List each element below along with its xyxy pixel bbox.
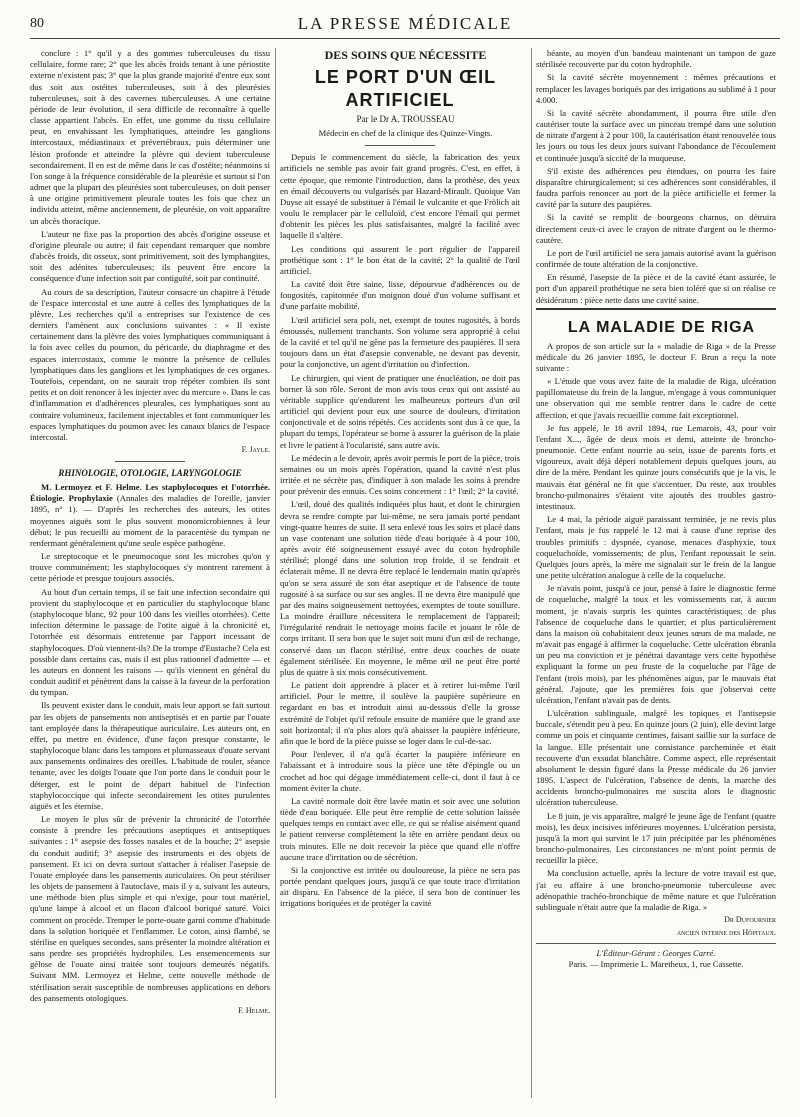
author-role: ancien interne des Hôpitaux. [676,927,776,937]
paragraph: S'il existe des adhérences peu étendues, on pourra les faire disparaître chirurgicalement; si ces adhérences sont considérables, il faudra parfois renoncer au port de la pièce artificielle et fermer la cavité par la suture des paupières. [536,165,776,210]
divider [115,461,185,462]
paragraph: Le streptocoque et le pneumocoque sont les microbes qu'on y trouve communément; les staphylocoques s'y montrent rarement à cette période et presque toujours associés. [30,551,270,584]
paragraph: La cavité doit être saine, lisse, dépourvue d'adhérences ou de fongosités, capitonnée d'un moignon doué d'un volume suffisant et d'une parfaite mobilité. [280,279,520,312]
paragraph: La cavité normale doit être lavée matin et soir avec une solution tiède d'eau boriquée. Elle peut être remplie de cette solution laissée quelques temps en contact avec elle, ce qui se réalise aisément quand le patient renverse complètement la tête en arrière pendant deux ou trois minutes. Elle ne doit recevoir la pièce que quand elle n'offre aucune trace d'irritation ou de sécrétion. [280,795,520,862]
article-source: (Annales des maladies de l'oreille, janvier 1895, n° 1). — D'après les recherches des auteurs, les otites moyennes aiguës sont le plus souvent monomicrobiennes à leur début; le pus recueilli au moment de la paracentèse du tympan ne renfermant généralement qu'une seule espèce pathogène. [30,493,270,548]
newspaper-page [30,0,780,1117]
author-signature: Dr Dufournier [724,915,776,925]
paragraph: conclure : 1° qu'il y a des gommes tuberculeuses du tissu cellulaire, forme rare; 2° que les abcès froids tenant à une périostite externe n'existent pas; 3° que la plus grande majorité d'entre eux sont dus soit aux ostéites tuberculeuses, soit à des pleurésies tuberculeuses, soit à des cavernes tuberculeuses. A une certaine période de leur évolution, il sera difficile de reconnaître à quelle classe appartient l'abcès. En effet, une gomme du tissu cellulaire peut, en envahissant les lymphatiques, atteindre les ganglions intercostaux, médiastinaux et prévertébraux, puis déterminer une lésion profonde et atteindre la plèvre qui devient tuberculeuse secondairement. Il en est de même dans le cas d'ostéite; néanmoins si l'on songe à la fréquence considérable de la pleurésie et surtout si l'on admet que la plupart des pleurésies sont tuberculeuses, on doit penser à une origine primitivement pleurale toutes les fois que chez un individu atteint, même anciennement, de pleurésie, on voit apparaître un abcès thoracique. [30,48,270,226]
article-lead: M. Lermoyez et F. Helme. Les staphylocoques et l'otorrhée. Étiologie. Prophylaxie [30,482,270,504]
section-heading: RHINOLOGIE, OTOLOGIE, LARYNGOLOGIE [58,468,242,479]
page-footer [536,943,776,970]
paragraph: L'œil, doué des qualités indiquées plus haut, et dont le chirurgien devra se rendre compte par lui-même, ne sera jamais porté pendant vingt-quatre heures de suite. Il sera enlevé tous les soirs et placé dans un vase contenant une solution tiède d'eau boriquée à 4 pour 100, après avoir été soigneusement essuyé avec du coton hydrophile stérilisé; plongé dans une solution trop froide, il se fendrait et éclaterait même. Il ne devra être replacé le lendemain matin qu'après qu'on se sera assuré de son état aseptique et de l'absence de toute rugosité à sa surface ou sur ses angles. Il ne devra être manipulé que par des mains soigneusement nettoyées, exemptes de toute souillure. La moindre éraillure nécessitera le remplacement de l'appareil; l'irrégularité rendrait le nettoyage moins facile et jouant le rôle de corps irritant. Il sera bon que le sujet soit muni d'un œil de rechange, conservé dans un flacon stérilisé, entre deux couches de ouate également stérilisée. En moyenne, le même œil ne peut être porté plus de quatre à six mois consécutivement. [280,499,520,677]
printer-line: Paris. — Imprimerie L. Maretheux, 1, rue Cassette. [568,959,744,969]
editor-line [536,948,776,959]
author-role: Médecin en chef de la clinique des Quinze-Vingts. [318,128,493,139]
paragraph: Le 4 mai, la période aiguë paraissant terminée, je ne revis plus l'enfant, mais je fus rappelé le 12 mai à cause d'une reprise des troubles primitifs : dyspnée, cyanose, menaces d'asphyxie, toux coqueluchoïde, vomissements; de plus, l'enfant repoussait le sein. Quelques jours après, la mère me signalait sur le frein de la langue une petite ulcération analogue à celle de la coqueluche. [536,514,776,581]
column-middle [280,48,520,912]
paragraph: Les conditions qui assurent le port régulier de l'appareil prothétique sont : 1° le bon état de la cavité; 2° la qualité de l'œil artificiel. [280,243,520,276]
paragraph: Ma conclusion actuelle, après la lecture de votre travail est que, j'ai eu affaire à une broncho-pneumonie tuberculeuse avec adénopathie trachéo-bronchique de même nature et que l'ulcération sublinguale n'était autre que la maladie de Riga. » [536,868,776,912]
column-divider [531,48,532,1098]
article-title: LA MALADIE DE RIGA [536,308,776,339]
paragraph: Le port de l'œil artificiel ne sera jamais autorisé avant la guérison confirmée de toute altération de la conjonctive. [536,247,776,270]
paragraph: Si la cavité se remplit de bourgeons charnus, on détruira directement ceux-ci avec le crayon de nitrate d'argent ou le thermo-cautère. [536,212,776,245]
paragraph: A propos de son article sur la « maladie de Riga » de la Presse médicale du 26 janvier 1895, le docteur F. Brun a reçu la note suivante : [536,340,776,373]
author-signature: F. Jayle. [241,445,270,455]
article-byline: Par le Dr A. TROUSSEAU [356,114,455,125]
paragraph: Si la conjonctive est irritée ou douloureuse, la pièce ne sera pas portée pendant quelques jours, jusqu'à ce que toute trace d'irritation ait disparu. En l'absence de la pièce, il sera bon de continuer les irrigations boriquées et de protéger la cavité [280,864,520,909]
page-header [30,10,780,39]
journal-title: LA PRESSE MÉDICALE [297,14,513,33]
paragraph: Pour l'enlever, il n'a qu'à écarter la paupière inférieure en l'abaissant et à introduire sous la pièce une tête d'épingle ou un crochet ad hoc qui dégage immédiatement celle-ci, dont il faut à ce moment éviter la chute. [280,749,520,793]
paragraph: Si la cavité sécrète moyennement : mêmes précautions et remplacer les lavages boriqués par des irrigations au sublimé à 1 pour 4.000. [536,72,776,105]
paragraph: En résumé, l'asepsie de la pièce et de la cavité étant assurée, le port d'un appareil prothétique ne sera bien toléré que si on réalise ce désidératum : pièce nette dans une cavité saine. [536,272,776,305]
paragraph: Le 8 juin, je vis apparaître, malgré le jeune âge de l'enfant (quatre mois), les deux incisives inférieures moyennes. L'ulcération persista, jusqu'à la mort qui survint le 17 juin précipitée par les phénomènes broncho-pulmonaires. Les circonstances ne m'ont point permis de recueillir la pièce. [536,810,776,866]
paragraph: Je fus appelé, le 18 avril 1894, rue Lemarois, 43, pour voir l'enfant X..., âgée de deux mois et demi, atteinte de broncho-pneumonie. Cette enfant nourrie au sein, issue de parents forts et vigoureux, avait déjà déperi notablement depuis quelques jours, au dire de la mère. Pendant les quinze jours consécutifs que je la vis, le mauvais état général ne fit que s'accentuer. Du reste, aux troubles broncho-pulmonaires s'étaient vite ajoutés des troubles gastro-intestinaux. [536,422,776,511]
paragraph: L'ulcération sublinguale, malgré les topiques et l'antisepsie buccale, s'étendit peu à peu. En quinze jours (2 juin), elle devint large comme un pois et cinquante centimes, faisant saillie sur la surface de la langue. Elle présentait une consistance parcheminée et était recouverte d'un exsudat blanchâtre. Comme aspect, elle représentait absolument le dessin figuré dans la Presse médicale du 26 janvier 1895. L'aspect de l'ulcération, l'absence de dents, la marche des accidents broncho-pulmonaires me suscita alors le diagnostic ulcération tuberculeuse. [536,708,776,808]
author-signature: F. Helme. [238,1006,270,1015]
paragraph: L'auteur ne fixe pas la proportion des abcès d'origine osseuse et d'origine pleurale ou autre; il fait cependant remarquer que nombre d'abcès froids, dit osseux, sont primitivement, soit des lymphangites, soit des adénites tuberculeuses; ils peuvent être encore la conséquence d'une infection soit par contiguïté, soit par continuité. [30,228,270,284]
paragraph: Le chirurgien, qui vient de pratiquer une énucléation, ne doit pas borner là son rôle. Seront de mon avis tous ceux qui ont assisté au véritable supplice qu'endurent les malheureux porteurs d'un œil artificiel qui devient pour eux une source de douleurs, d'irritation conjonctivale et de soins répétés. Ces accidents sont dus à ce que, la plupart du temps, l'opérateur se borne à assurer la guérison de la plaie et livre le patient à l'ocularisté, sans autre avis. [280,372,520,450]
divider [365,145,435,146]
column-divider [275,48,276,1098]
column-right [536,48,776,970]
paragraph: Le médecin a le devoir, après avoir permis le port de la pièce, trois semaines ou un mois après l'opération, quand la cavité n'est plus irritée et ne sécrète pas, d'indiquer à son malade les soins à prendre pour prévenir des ennuis. Ces soins concernent : 1° l'œil; 2° la cavité. [280,452,520,497]
paragraph: « L'étude que vous avez faite de la maladie de Riga, ulcération papillomateuse du frein de la langue, m'engage à vous communiquer une observation qui me semble rentrer dans le cadre de cette affection, et que j'avais recueillie comme fait exceptionnel. [536,376,776,420]
column-left [30,48,270,1018]
paragraph: Au bout d'un certain temps, il se fait une infection secondaire qui provient du staphylocoque et en particulier du staphylocoque blanc (staphylocoque blanc, 92 pour 100 dans les vieilles otorrhées). Cette infection détermine le passage de l'otite aiguë à la chronicité et, l'otorrhée est désormais entretenue par l'apport incessant de staphylocoques. D'où viennent-ils? De la trompe d'Eustache? Cela est possible dans certains cas, mais il est plus rationnel d'admettre — et les auteurs en donnent les raisons — qu'ils viennent en général du conduit auditif et pénètrent dans la caisse à la faveur de la perforation du tympan. [30,586,270,698]
article-abstract [30,482,270,549]
article-title: LE PORT D'UN ŒIL ARTIFICIEL [314,66,497,110]
paragraph: Depuis le commencement du siècle, la fabrication des yeux artificiels ne semble pas avoir fait grand progrès. C'est, en effet, à cette époque, que remonte l'introduction, dans la prothèse, des yeux en émail découverts ou vulgarisés par Hazard-Mirault. Quoique Van Duyse ait essayé de substituer à l'émail le vulcanite et que Frölich ait voulu le remplacer par le celluloïd, c'est encore l'émail qui permet d'obtenir les pièces les plus satisfaisantes, malgré la facilité avec laquelle il s'altère. [280,152,520,241]
paragraph: Au cours de sa description, l'auteur consacre un chapitre à l'étude de l'espace intercostal et une autre à celles des lymphatiques de la plèvre. Les recherches qu'il a entreprises sur l'existence de ces derniers l'amènent aux conclusions suivantes : « Il existe certainement dans la plèvre des voies lymphatiques communiquant à la fois avec celles du poumon, du péricarde, du diaphragme et des espaces intercostaux, comme le montre la présence de cellules lymphatiques dans les ganglions et les lymphatiques de ces organes. Toutefois, cependant, on ne saurait trop répéter combien ils sont petits et on doit renoncer à les injecter avec du mercure ». Dans le cas d'inflammation et d'adhérences pleurales, ces lymphatiques sont au contraire volumineux, facilement injectables et font communiquer les espaces lymphatiques du poumon avec les canaux blancs de l'espace intercostal. [30,286,270,442]
paragraph: Le patient doit apprendre à placer et à retirer lui-même l'œil artificiel. Pour le mettre, il soulève la paupière supérieure en regardant en bas et introduit ainsi au-dessous d'elle la grosse extrémité de l'objet qu'il refoule ensuite de manière que le grand axe soit horizontal; il n'a plus alors qu'à abaisser la paupière inférieure, afin que le bord de la pièce puisse se loger dans le cul-de-sac. [280,680,520,746]
paragraph: Je n'avais point, jusqu'à ce jour, pensé à faire le diagnostic ferme de coqueluche, malgré la toux et les vomissements car, à aucun moment, je n'avais surpris les quintes caractéristiques; de plus l'absence de coqueluche dans le quartier, et plus particulièrement dans la maison où cohabitaient deux jeunes sœurs de ma malade, ne m'avait pas engagé à affirmer la coqueluche. Cette ulcération ébranla un peu ma conviction et je pénétrai davantage vers cette hypothèse expliquant la forme un peu fruste de la coqueluche par l'âge de l'enfant (trois mois), par les phénomènes aigus, par le mauvais état général. J'ajoute, que les premières fois que j'observai cette ulcération, l'enfant n'avait pas de dents. [536,583,776,705]
paragraph: béante, au moyen d'un bandeau maintenant un tampon de gaze stérilisée recouverte par du coton hydrophile. [536,48,776,70]
article-kicker: DES SOINS QUE NÉCESSITE [324,48,487,62]
paragraph: L'œil artificiel sera poli, net, exempt de toutes rugosités, à bords émoussés, nullement tranchants. Son volume sera approprié à celui de la cavité et tel qu'il ne gêne pas la fermeture des paupières. Il sera toujours dans un état d'asepsie convenable, ne devant pas devenir, pour la conjonctive, un agent d'irritation ou d'infection. [280,314,520,370]
editor-credit: L'Éditeur-Gérant : Georges Carré. [596,947,716,958]
paragraph: Ils peuvent exister dans le conduit, mais leur apport se fait surtout par les objets de pansements non antiseptisés et en partie par l'ouate tant employée dans la thérapeutique auriculaire. Les auteurs ont, en effet, pu mettre en évidence, d'une façon presque constante, le staphylocoque blanc dans les tampons et plumasseaux d'ouate servant aux pansements ordinaires des oreilles. L'habitude de rouler, séance tenante, avec les doigts l'ouate que l'on porte dans le conduit pour le déterger, est le point de départ habituel de l'infection staphylococcique qui infecte secondairement les otites purulentes aiguës et les éternise. [30,700,270,811]
paragraph: Le moyen le plus sûr de prévenir la chronicité de l'otorrhée consiste à prendre les précautions aseptiques et antiseptiques suivantes : 1° asepsie des fosses nasales et de la bouche; 2° asepsie du conduit auditif; 3° asepsie des instruments et des objets de pansement. Et ici on devra surtout s'attacher à réaliser l'asepsie de l'ouate employée dans les pansements auriculaires. On peut stériliser les objets de pansement à l'autoclave, mais il y a, suivant les auteurs, une méthode bien plus simple et qui n'exige, pour tout matériel, qu'une lampe à alcool et un flacon d'alcool boriqué saturé. Voici comment on procède. Tremper le porte-ouate garni comme d'habitude dans la solution boriquée et l'enflammer. Le coton, ainsi flambé, se stérilise en quelques secondes, sans présenter la moindre altération et sans perdre ses propriétés hydrophiles. Les ensemencements sur gélose de l'ouate ainsi traitée sont toujours demeurés négatifs. Suivant MM. Lermoyez et Helme, cette nouvelle méthode de stérilisation serait susceptible de nombreuses applications en dehors des pansements otologiques. [30,814,270,1003]
page-number: 80 [30,16,44,31]
paragraph: Si la cavité sécrète abondamment, il pourra être utile d'en cautériser toute la surface avec un pinceau trempé dans une solution de nitrate d'argent à 2 pour 100, la cautérisation étant renouvelée tous les jours ou tous les deux jours suivant l'abondance de l'écoulement et continuée jusqu'à siccité de la muqueuse. [536,107,776,163]
